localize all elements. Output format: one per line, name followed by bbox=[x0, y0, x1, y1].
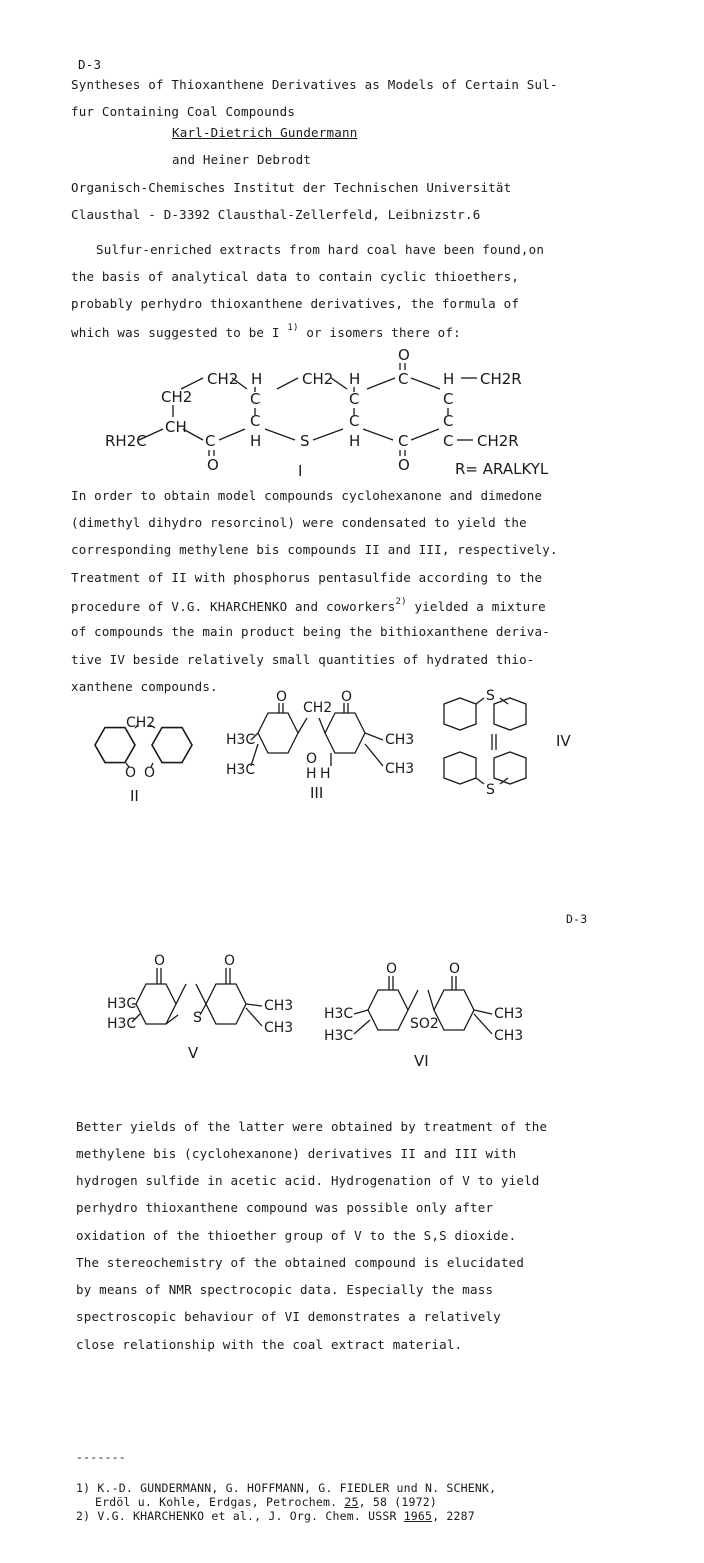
p2-line-7: tive IV beside relatively small quantities of hydrated thio- bbox=[71, 652, 535, 667]
structure-I-atom: C bbox=[398, 432, 409, 450]
structure-I-atom: H bbox=[250, 432, 262, 450]
structure-I-r-definition: R= ARALKYL bbox=[455, 460, 549, 478]
footnote-2-source: 2) V.G. KHARCHENKO et al., J. Org. Chem. USSR bbox=[76, 1509, 404, 1523]
p2-line-6: of compounds the main product being the bithioxanthene deriva- bbox=[71, 624, 550, 639]
p1-line-3: probably perhydro thioxanthene derivatives, the formula of bbox=[71, 296, 520, 311]
p2-line-2: (dimethyl dihydro resorcinol) were condensated to yield the bbox=[71, 515, 527, 530]
footnote-1-line-1: 1) K.-D. GUNDERMANN, G. HOFFMANN, G. FIEDLER und N. SCHENK, bbox=[76, 1481, 497, 1495]
p3-line-8: spectroscopic behaviour of VI demonstrates a relatively bbox=[76, 1309, 501, 1324]
p3-line-5: oxidation of the thioether group of V to the S,S dioxide. bbox=[76, 1228, 517, 1243]
p3-line-7: by means of NMR spectrocopic data. Especially the mass bbox=[76, 1282, 494, 1297]
affiliation-line-2: Clausthal - D-3392 Clausthal-Zellerfeld, Leibnizstr.6 bbox=[71, 207, 481, 222]
structure-III-atom: H bbox=[320, 766, 331, 782]
p1-line-4-tail: or isomers there of: bbox=[306, 325, 461, 340]
structure-III-label: III bbox=[310, 784, 324, 802]
structure-III bbox=[223, 688, 423, 806]
structure-II-label: II bbox=[130, 787, 139, 805]
structure-III-atom: H3C bbox=[226, 732, 256, 748]
p1-line-4-text: which was suggested to be I bbox=[71, 325, 280, 340]
structure-I-atom: C bbox=[443, 390, 454, 408]
structure-I-atom: H bbox=[443, 370, 455, 388]
structure-IV-atom: S bbox=[486, 688, 495, 704]
structure-III-atom: CH3 bbox=[385, 761, 415, 777]
structure-VI-atom: O bbox=[386, 961, 398, 977]
p1-line-1: Sulfur-enriched extracts from hard coal have been found,on bbox=[96, 242, 545, 257]
structure-I-atom: C bbox=[250, 390, 261, 408]
structure-I-atom: C bbox=[349, 390, 360, 408]
structure-I-atom: H bbox=[349, 370, 361, 388]
p2-line-3: corresponding methylene bis compounds II and III, respectively. bbox=[71, 542, 558, 557]
structure-I-atom: O bbox=[207, 456, 219, 474]
structure-V-atom: O bbox=[154, 953, 166, 969]
footnote-1-volume: 25 bbox=[344, 1495, 359, 1509]
p1-line-4 bbox=[71, 323, 461, 340]
structure-VI bbox=[318, 958, 538, 1070]
structure-V-atom: H3C bbox=[107, 996, 137, 1012]
affiliation-line-1: Organisch-Chemisches Institut der Technischen Universität bbox=[71, 180, 512, 195]
footnote-1-pages: , 58 (1972) bbox=[358, 1495, 437, 1509]
structure-V-atom: O bbox=[224, 953, 236, 969]
structure-I-atom: C bbox=[250, 412, 261, 430]
structure-I-atom: H bbox=[251, 370, 263, 388]
structure-VI-atom: SO2 bbox=[410, 1016, 439, 1032]
structure-I-atom: H bbox=[349, 432, 361, 450]
structure-II-atom: O bbox=[125, 765, 137, 781]
structure-III-atom: CH2 bbox=[303, 700, 333, 716]
p2-line-5 bbox=[71, 597, 546, 614]
structure-I-atom: CH2 bbox=[302, 370, 334, 388]
structure-VI-atom: CH3 bbox=[494, 1028, 524, 1044]
p3-line-2: methylene bis (cyclohexanone) derivatives II and III with bbox=[76, 1146, 517, 1161]
structure-III-atom: O bbox=[276, 689, 288, 705]
footnote-1-line-2 bbox=[95, 1495, 437, 1509]
footnote-rule: ------- bbox=[76, 1450, 126, 1464]
structure-II bbox=[80, 705, 210, 805]
structure-IV-label: IV bbox=[556, 732, 571, 750]
author-primary: Karl-Dietrich Gundermann bbox=[172, 125, 358, 140]
p2-line-4: Treatment of II with phosphorus pentasulfide according to the bbox=[71, 570, 543, 585]
structure-III-atom: O bbox=[306, 751, 318, 767]
structure-VI-label: VI bbox=[414, 1052, 429, 1070]
p2-line-1: In order to obtain model compounds cyclohexanone and dimedone bbox=[71, 488, 543, 503]
structure-I-atom: O bbox=[398, 456, 410, 474]
p2-line-5-tail: yielded a mixture bbox=[414, 599, 546, 614]
footnote-1-source: Erdöl u. Kohle, Erdgas, Petrochem. bbox=[95, 1495, 345, 1509]
p2-line-5-text: procedure of V.G. KHARCHENKO and coworkers bbox=[71, 599, 396, 614]
structure-I-atom: CH2 bbox=[161, 388, 193, 406]
structure-VI-atom: O bbox=[449, 961, 461, 977]
p3-line-3: hydrogen sulfide in acetic acid. Hydrogenation of V to yield bbox=[76, 1173, 540, 1188]
p1-line-2: the basis of analytical data to contain cyclic thioethers, bbox=[71, 269, 520, 284]
footnote-2-year: 1965 bbox=[403, 1509, 433, 1523]
structure-I-atom: C bbox=[205, 432, 216, 450]
structure-I-atom: C bbox=[443, 432, 454, 450]
structure-III-atom: H3C bbox=[226, 762, 256, 778]
p3-line-4: perhydro thioxanthene compound was possible only after bbox=[76, 1200, 494, 1215]
structure-II-atom: CH2 bbox=[126, 715, 156, 731]
p3-line-1: Better yields of the latter were obtained by treatment of the bbox=[76, 1119, 548, 1134]
title-line-1: Syntheses of Thioxanthene Derivatives as Models of Certain Sul- bbox=[71, 77, 558, 92]
p3-line-6: The stereochemistry of the obtained compound is elucidated bbox=[76, 1255, 525, 1270]
structure-I-atom: S bbox=[300, 432, 310, 450]
structure-III-atom: O bbox=[341, 689, 353, 705]
author-secondary: and Heiner Debrodt bbox=[172, 152, 312, 167]
structure-V-atom: CH3 bbox=[264, 1020, 294, 1036]
structure-IV-atom: S bbox=[486, 782, 495, 798]
structure-I-label: I bbox=[298, 462, 303, 480]
structure-V bbox=[100, 952, 310, 1064]
page-code-top: D-3 bbox=[78, 57, 102, 72]
structure-I-atom: C bbox=[398, 370, 409, 388]
page-code-mid: D-3 bbox=[566, 912, 588, 926]
structure-VI-atom: H3C bbox=[324, 1006, 354, 1022]
structure-I-atom: CH bbox=[165, 418, 187, 436]
structure-I-atom: C bbox=[349, 412, 360, 430]
structure-I-atom: CH2R bbox=[477, 432, 519, 450]
structure-III-atom: H bbox=[306, 766, 317, 782]
footnote-2-pages: , 2287 bbox=[432, 1509, 475, 1523]
footnote-2 bbox=[76, 1509, 475, 1523]
p3-line-9: close relationship with the coal extract material. bbox=[76, 1337, 463, 1352]
structure-V-atom: H3C bbox=[107, 1016, 137, 1032]
structure-VI-atom: H3C bbox=[324, 1028, 354, 1044]
structure-IV bbox=[438, 688, 588, 806]
structure-V-label: V bbox=[188, 1044, 199, 1062]
footnote-ref-1: 1) bbox=[287, 323, 299, 333]
structure-I-atom: RH2C bbox=[105, 432, 147, 450]
structure-II-atom: O bbox=[144, 765, 156, 781]
structure-V-atom: S bbox=[193, 1010, 202, 1026]
structure-VI-atom: CH3 bbox=[494, 1006, 524, 1022]
structure-V-atom: CH3 bbox=[264, 998, 294, 1014]
structure-I-atom: CH2R bbox=[480, 370, 522, 388]
structure-I-atom: CH2 bbox=[207, 370, 239, 388]
structure-I-atom: C bbox=[443, 412, 454, 430]
title-line-2: fur Containing Coal Compounds bbox=[71, 104, 296, 119]
structure-III-atom: CH3 bbox=[385, 732, 415, 748]
structure-I bbox=[95, 342, 575, 482]
footnote-ref-2: 2) bbox=[395, 597, 407, 607]
p2-line-8: xanthene compounds. bbox=[71, 679, 218, 694]
structure-I-atom: O bbox=[398, 346, 410, 364]
